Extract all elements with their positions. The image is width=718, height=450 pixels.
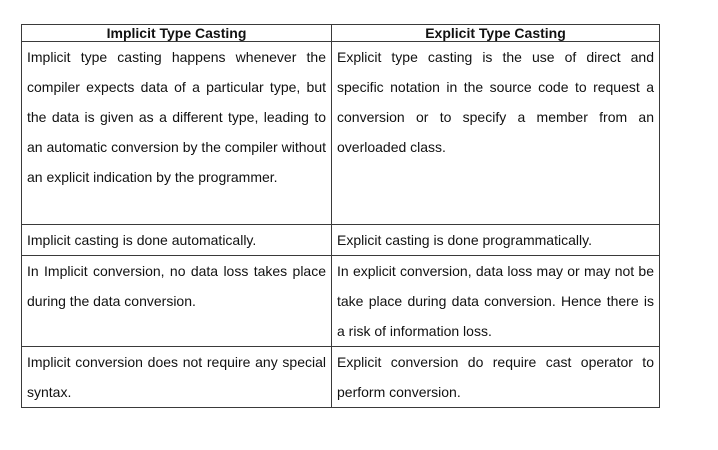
table-row [22, 42, 660, 225]
table-row [22, 225, 660, 256]
comparison-table [21, 24, 660, 408]
implicit-cell: Implicit casting is done automatically. [22, 225, 332, 256]
explicit-cell: Explicit casting is done programmatically. [332, 225, 660, 256]
header-implicit: Implicit Type Casting [22, 25, 332, 42]
header-explicit: Explicit Type Casting [332, 25, 660, 42]
explicit-cell: Explicit type casting is the use of direct and specific notation in the source code to request a conversion or to specify a member from an overloaded class. [332, 42, 660, 225]
header-row [22, 25, 660, 42]
table-row [22, 347, 660, 408]
implicit-cell: Implicit type casting happens whenever the compiler expects data of a particular type, but the data is given as a different type, leading to an automatic conversion by the compiler without an explicit indication by the programmer. [22, 42, 332, 225]
explicit-cell: In explicit conversion, data loss may or may not be take place during data conversion. Hence there is a risk of information loss. [332, 256, 660, 347]
implicit-cell: In Implicit conversion, no data loss takes place during the data conversion. [22, 256, 332, 347]
explicit-cell: Explicit conversion do require cast operator to perform conversion. [332, 347, 660, 408]
table-row [22, 256, 660, 347]
implicit-cell: Implicit conversion does not require any special syntax. [22, 347, 332, 408]
